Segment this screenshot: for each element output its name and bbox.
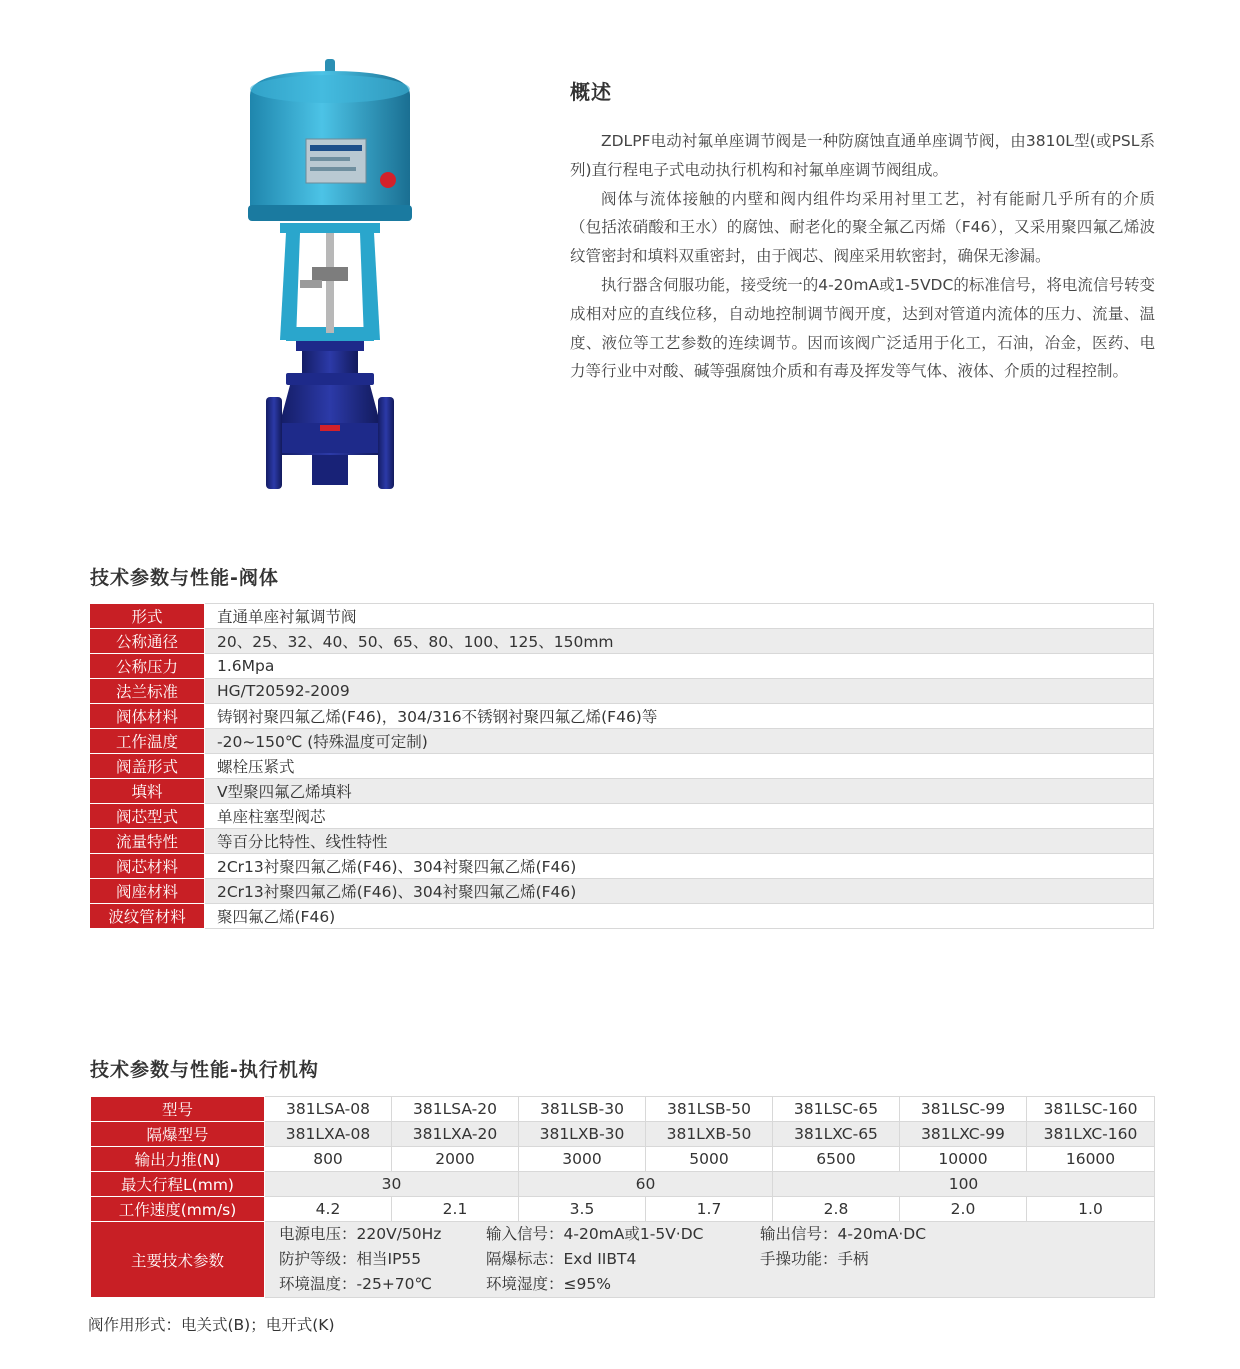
thrust-cell: 16000 <box>1027 1147 1155 1172</box>
param-item: 环境温度：-25+70℃ <box>279 1275 432 1293</box>
table-row <box>90 879 1154 904</box>
param-item: 防护等级：相当IP55 <box>279 1250 422 1268</box>
speed-cell: 3.5 <box>519 1197 646 1222</box>
row-value: 聚四氟乙烯(F46) <box>205 904 1154 929</box>
table-row <box>90 704 1154 729</box>
thrust-cell: 5000 <box>646 1147 773 1172</box>
table-row <box>90 679 1154 704</box>
row-value: HG/T20592-2009 <box>205 679 1154 704</box>
overview-title: 概述 <box>570 80 612 104</box>
explosion-model-cell: 381LXC-65 <box>773 1122 900 1147</box>
row-label: 公称通径 <box>90 629 205 654</box>
speed-label: 工作速度(mm/s) <box>91 1197 265 1222</box>
model-cell: 381LSB-50 <box>646 1097 773 1122</box>
model-label: 型号 <box>91 1097 265 1122</box>
overview-paragraph: ZDLPF电动衬氟单座调节阀是一种防腐蚀直通单座调节阀，由3810L型(或PSL系列)直行程电子式电动执行机构和衬氟单座调节阀组成。 <box>570 132 1155 179</box>
row-label: 阀座材料 <box>90 879 205 904</box>
stroke-cell: 30 <box>265 1172 519 1197</box>
table-row <box>91 1147 1155 1172</box>
row-value: -20~150℃ (特殊温度可定制) <box>205 729 1154 754</box>
main-params-label: 主要技术参数 <box>91 1222 265 1298</box>
table-row <box>90 904 1154 929</box>
table-row <box>90 754 1154 779</box>
thrust-cell: 6500 <box>773 1147 900 1172</box>
row-label: 阀芯型式 <box>90 804 205 829</box>
thrust-cell: 2000 <box>392 1147 519 1172</box>
model-cell: 381LSA-08 <box>265 1097 392 1122</box>
explosion-model-cell: 381LXA-08 <box>265 1122 392 1147</box>
thrust-label: 输出力推(N) <box>91 1147 265 1172</box>
table-row <box>90 779 1154 804</box>
explosion-model-cell: 381LXB-50 <box>646 1122 773 1147</box>
table-row <box>90 654 1154 679</box>
model-cell: 381LSC-160 <box>1027 1097 1155 1122</box>
overview-paragraph: 执行器含伺服功能，接受统一的4-20mA或1-5VDC的标准信号，将电流信号转变成相对应的直线位移，自动地控制调节阀开度，达到对管道内流体的压力、流量、温度、液位等工艺参数的连续调节。因而该阀广泛适用于化工，石油，冶金，医药、电力等行业中对酸、碱等强腐蚀介质和有毒及挥发等气体、液体、介质的过程控制。 <box>570 275 1155 381</box>
param-item: 手操功能：手柄 <box>760 1250 869 1268</box>
row-value: 2Cr13衬聚四氟乙烯(F46)、304衬聚四氟乙烯(F46) <box>205 854 1154 879</box>
table-row <box>90 804 1154 829</box>
row-label: 形式 <box>90 604 205 629</box>
param-item: 输入信号：4-20mA或1-5V·DC <box>486 1225 704 1243</box>
speed-cell: 1.7 <box>646 1197 773 1222</box>
actuator-table <box>90 1096 1155 1298</box>
table-row <box>91 1222 1155 1298</box>
speed-cell: 1.0 <box>1027 1197 1155 1222</box>
overview-section <box>570 76 1155 386</box>
stroke-cell: 60 <box>519 1172 773 1197</box>
row-label: 填料 <box>90 779 205 804</box>
explosion-model-cell: 381LXC-99 <box>900 1122 1027 1147</box>
explosion-model-cell: 381LXA-20 <box>392 1122 519 1147</box>
table-row <box>90 604 1154 629</box>
table-row <box>91 1172 1155 1197</box>
thrust-cell: 800 <box>265 1147 392 1172</box>
row-value: 20、25、32、40、50、65、80、100、125、150mm <box>205 629 1154 654</box>
speed-cell: 4.2 <box>265 1197 392 1222</box>
overview-paragraph: 阀体与流体接触的内壁和阀内组件均采用衬里工艺，衬有能耐几乎所有的介质（包括浓硝酸和王水）的腐蚀、耐老化的聚全氟乙丙烯（F46），又采用聚四氟乙烯波纹管密封和填料双重密封，由于阀芯、阀座采用软密封，确保无渗漏。 <box>570 189 1155 266</box>
footnote: 阀作用形式：电关式(B)；电开式(K) <box>88 1316 335 1334</box>
row-label: 阀体材料 <box>90 704 205 729</box>
param-item: 电源电压：220V/50Hz <box>279 1225 442 1243</box>
actuator-title: 技术参数与性能-执行机构 <box>90 1059 319 1081</box>
model-cell: 381LSC-99 <box>900 1097 1027 1122</box>
table-row <box>90 629 1154 654</box>
table-row <box>90 829 1154 854</box>
row-label: 流量特性 <box>90 829 205 854</box>
row-value: 单座柱塞型阀芯 <box>205 804 1154 829</box>
row-label: 阀芯材料 <box>90 854 205 879</box>
explosion-model-label: 隔爆型号 <box>91 1122 265 1147</box>
model-cell: 381LSA-20 <box>392 1097 519 1122</box>
table-row <box>91 1197 1155 1222</box>
row-label: 工作温度 <box>90 729 205 754</box>
product-image <box>240 55 420 500</box>
row-value: 等百分比特性、线性特性 <box>205 829 1154 854</box>
table-row <box>90 854 1154 879</box>
thrust-cell: 3000 <box>519 1147 646 1172</box>
row-label: 公称压力 <box>90 654 205 679</box>
param-item: 输出信号：4-20mA·DC <box>760 1225 927 1243</box>
valve-body-table <box>90 603 1154 929</box>
row-value: V型聚四氟乙烯填料 <box>205 779 1154 804</box>
stroke-label: 最大行程L(mm) <box>91 1172 265 1197</box>
speed-cell: 2.0 <box>900 1197 1027 1222</box>
valve-body-title: 技术参数与性能-阀体 <box>90 567 279 589</box>
param-item: 隔爆标志：Exd IIBT4 <box>486 1250 637 1268</box>
model-cell: 381LSC-65 <box>773 1097 900 1122</box>
model-cell: 381LSB-30 <box>519 1097 646 1122</box>
row-label: 法兰标准 <box>90 679 205 704</box>
main-params-cell <box>265 1222 1155 1298</box>
row-value: 1.6Mpa <box>205 654 1154 679</box>
row-value: 2Cr13衬聚四氟乙烯(F46)、304衬聚四氟乙烯(F46) <box>205 879 1154 904</box>
explosion-model-cell: 381LXC-160 <box>1027 1122 1155 1147</box>
table-row <box>91 1122 1155 1147</box>
param-item: 环境湿度：≤95% <box>486 1275 611 1293</box>
row-label: 阀盖形式 <box>90 754 205 779</box>
speed-cell: 2.8 <box>773 1197 900 1222</box>
explosion-model-cell: 381LXB-30 <box>519 1122 646 1147</box>
row-value: 螺栓压紧式 <box>205 754 1154 779</box>
thrust-cell: 10000 <box>900 1147 1027 1172</box>
row-value: 直通单座衬氟调节阀 <box>205 604 1154 629</box>
stroke-cell: 100 <box>773 1172 1155 1197</box>
table-row <box>91 1097 1155 1122</box>
table-row <box>90 729 1154 754</box>
row-value: 铸钢衬聚四氟乙烯(F46)，304/316不锈钢衬聚四氟乙烯(F46)等 <box>205 704 1154 729</box>
row-label: 波纹管材料 <box>90 904 205 929</box>
speed-cell: 2.1 <box>392 1197 519 1222</box>
